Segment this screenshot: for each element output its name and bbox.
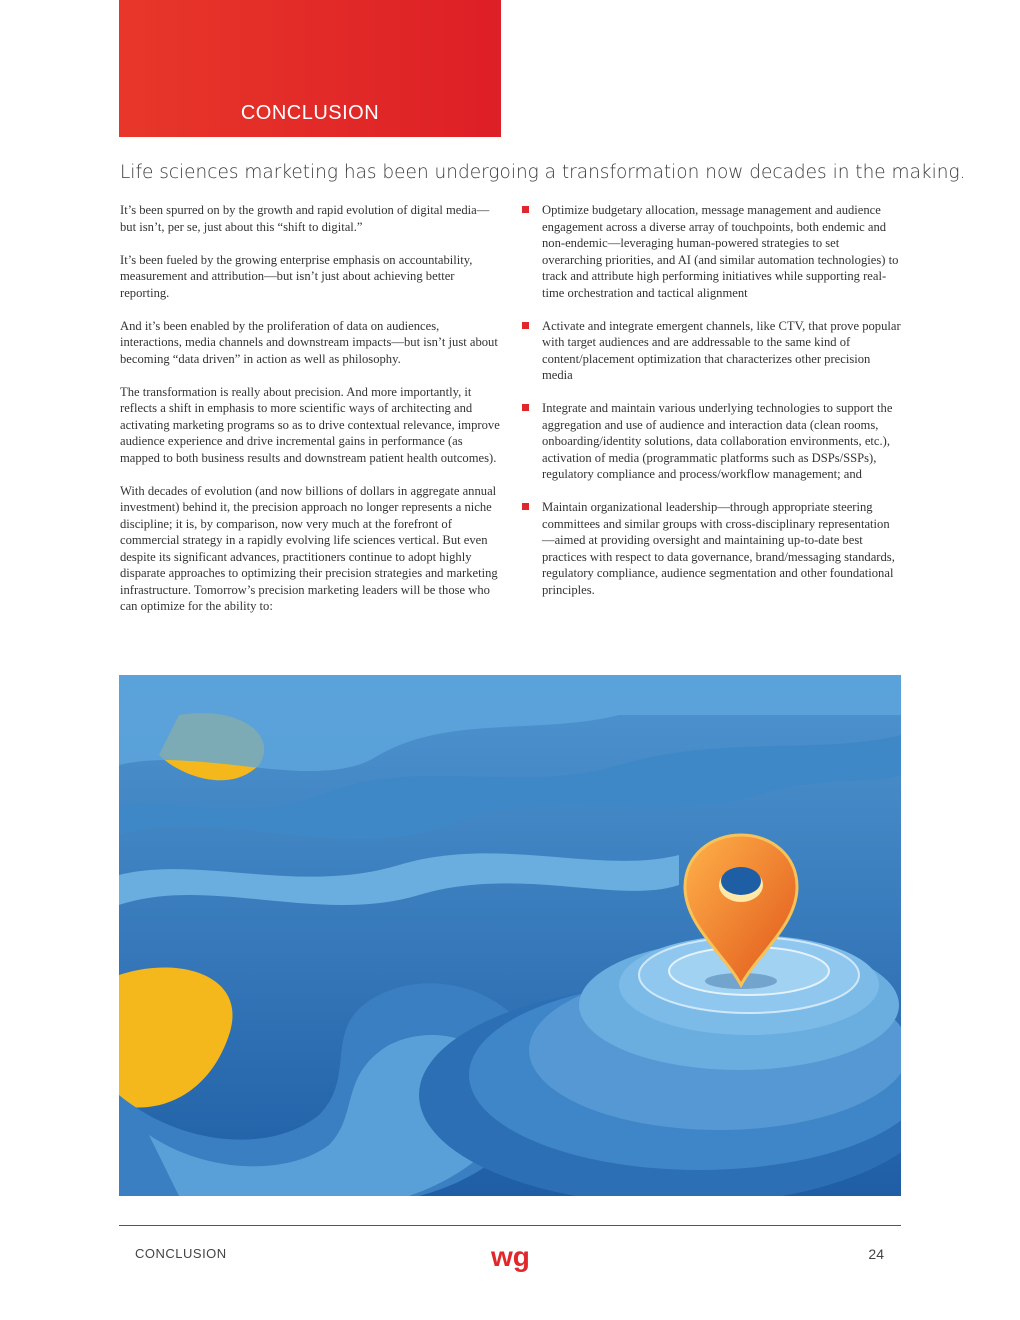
header-banner [119, 0, 501, 137]
hero-image-topographic-map [119, 675, 901, 1196]
bullet-list [522, 202, 902, 598]
topographic-map-illustration [119, 675, 901, 1196]
bullet-square-icon [522, 503, 529, 510]
page-number: 24 [868, 1246, 884, 1262]
svg-text:wg: wg [491, 1241, 530, 1272]
paragraph: The transformation is really about precision. And more importantly, it reflects a shift in emphasis to more scientific ways of architecting and activating marketing programs so as to drive contextual relevance, improve audience experience and drive incremental gains in performance (as mapped to both business results and downstream patient health outcomes). [120, 384, 500, 465]
footer-divider [119, 1225, 901, 1226]
section-title: CONCLUSION [240, 102, 380, 124]
paragraph: It’s been spurred on by the growth and rapid evolution of digital media—but isn’t, per se, just about this “shift to digital.” [120, 203, 490, 234]
paragraph: With decades of evolution (and now billions of dollars in aggregate annual investment) behind it, the precision approach no longer represents a niche discipline; it is, by comparison, now very much at the forefront of commercial strategy in a rapidly evolving life sciences vertical. But even despite its significant advances, practitioners continue to adopt highly disparate approaches to optimizing their precision strategies and marketing infrastructure. Tomorrow’s precision marketing leaders will be those who can optimize for the ability to: [120, 483, 498, 613]
list-item [522, 202, 902, 301]
wg-logo-icon [490, 1240, 530, 1278]
paragraph: And it’s been enabled by the proliferation of data on audiences, interactions, media channels and downstream impacts—but isn’t just about becoming “data driven” in action as well as philosophy. [120, 318, 498, 366]
list-item [522, 318, 902, 384]
footer-section-label: CONCLUSION [135, 1246, 227, 1261]
bullet-text: Integrate and maintain various underlying technologies to support the aggregation and use of audience and interaction data (clean rooms, onboarding/identity solutions, data collaboration environments, etc.), activation of media (programmatic platforms such as DSPs/SSPs), regulatory compliance and process/workflow management; and [542, 401, 893, 481]
bullet-square-icon [522, 206, 529, 213]
bullet-text: Maintain organizational leadership—through appropriate steering committees and similar groups with cross-disciplinary representation—aimed at providing oversight and maintaining up-to-date best practices with respect to data governance, brand/messaging standards, regulatory compliance, audience segmentation and other foundational principles. [542, 500, 895, 597]
bullet-text: Activate and integrate emergent channels, like CTV, that prove popular with target audiences and are addressable to the same kind of content/placement optimization that characterizes other precision media [542, 318, 901, 382]
right-column [522, 202, 902, 615]
list-item [522, 400, 902, 483]
left-column [120, 202, 502, 631]
bullet-square-icon [522, 404, 529, 411]
bullet-square-icon [522, 322, 529, 329]
lead-heading: Life sciences marketing has been undergoing a transformation now decades in the making. [120, 162, 966, 183]
list-item [522, 499, 902, 598]
paragraph: It’s been fueled by the growing enterprise emphasis on accountability, measurement and attribution—but isn’t just about achieving better reporting. [120, 252, 473, 300]
bullet-text: Optimize budgetary allocation, message management and audience engagement across a diverse array of touchpoints, both endemic and non-endemic—leveraging human-powered strategies to set overarching priorities, and AI (and similar automation technologies) to track and attribute high performing initiatives while supporting real-time orchestration and tactical alignment [542, 203, 899, 300]
